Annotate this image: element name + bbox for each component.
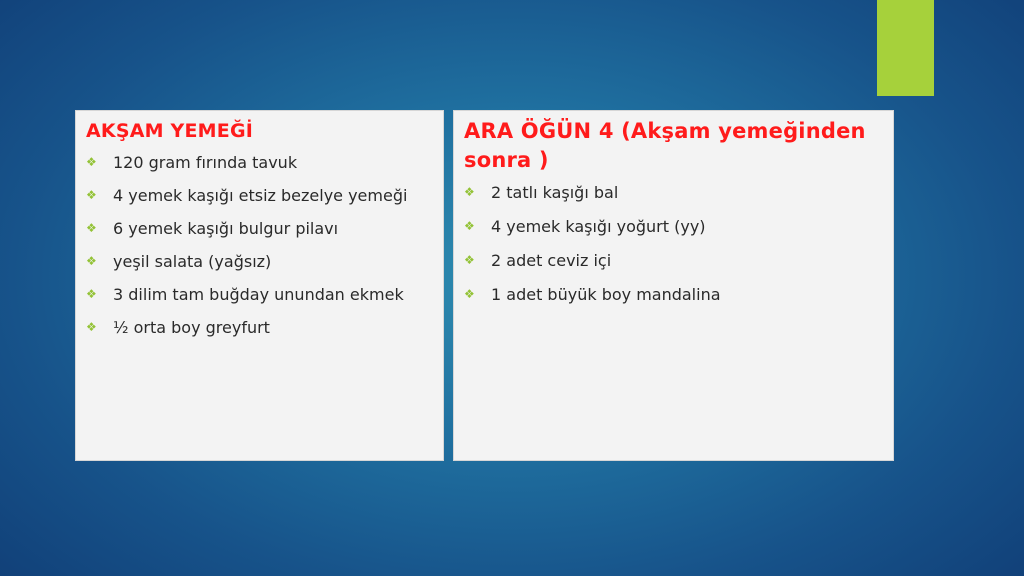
four-diamond-bullet-icon: ❖ bbox=[86, 287, 97, 301]
accent-bar bbox=[877, 0, 934, 96]
snack-list bbox=[464, 181, 881, 306]
list-item bbox=[464, 249, 881, 272]
four-diamond-bullet-icon: ❖ bbox=[86, 320, 97, 334]
four-diamond-bullet-icon: ❖ bbox=[464, 253, 475, 267]
list-item bbox=[464, 215, 881, 238]
list-item bbox=[86, 184, 431, 207]
list-item-text: yeşil salata (yağsız) bbox=[113, 252, 272, 271]
list-item-text: 2 tatlı kaşığı bal bbox=[491, 183, 619, 202]
four-diamond-bullet-icon: ❖ bbox=[86, 221, 97, 235]
snack-title: ARA ÖĞÜN 4 (Akşam yemeğinden sonra ) bbox=[464, 119, 866, 172]
snack-panel bbox=[453, 110, 894, 461]
dinner-title: AKŞAM YEMEĞİ bbox=[86, 120, 254, 142]
list-item bbox=[86, 283, 431, 306]
four-diamond-bullet-icon: ❖ bbox=[86, 188, 97, 202]
dinner-list bbox=[86, 151, 431, 339]
list-item bbox=[86, 250, 431, 273]
list-item-text: ½ orta boy greyfurt bbox=[113, 318, 270, 337]
list-item-text: 3 dilim tam buğday unundan ekmek bbox=[113, 285, 404, 304]
list-item-text: 4 yemek kaşığı etsiz bezelye yemeği bbox=[113, 186, 408, 205]
list-item bbox=[86, 151, 431, 174]
list-item bbox=[86, 316, 431, 339]
four-diamond-bullet-icon: ❖ bbox=[464, 185, 475, 199]
list-item-text: 4 yemek kaşığı yoğurt (yy) bbox=[491, 217, 706, 236]
four-diamond-bullet-icon: ❖ bbox=[86, 155, 97, 169]
four-diamond-bullet-icon: ❖ bbox=[86, 254, 97, 268]
list-item bbox=[86, 217, 431, 240]
list-item-text: 6 yemek kaşığı bulgur pilavı bbox=[113, 219, 339, 238]
list-item bbox=[464, 283, 881, 306]
list-item-text: 1 adet büyük boy mandalina bbox=[491, 285, 721, 304]
dinner-panel bbox=[75, 110, 444, 461]
list-item-text: 120 gram fırında tavuk bbox=[113, 153, 298, 172]
four-diamond-bullet-icon: ❖ bbox=[464, 287, 475, 301]
four-diamond-bullet-icon: ❖ bbox=[464, 219, 475, 233]
list-item-text: 2 adet ceviz içi bbox=[491, 251, 612, 270]
list-item bbox=[464, 181, 881, 204]
